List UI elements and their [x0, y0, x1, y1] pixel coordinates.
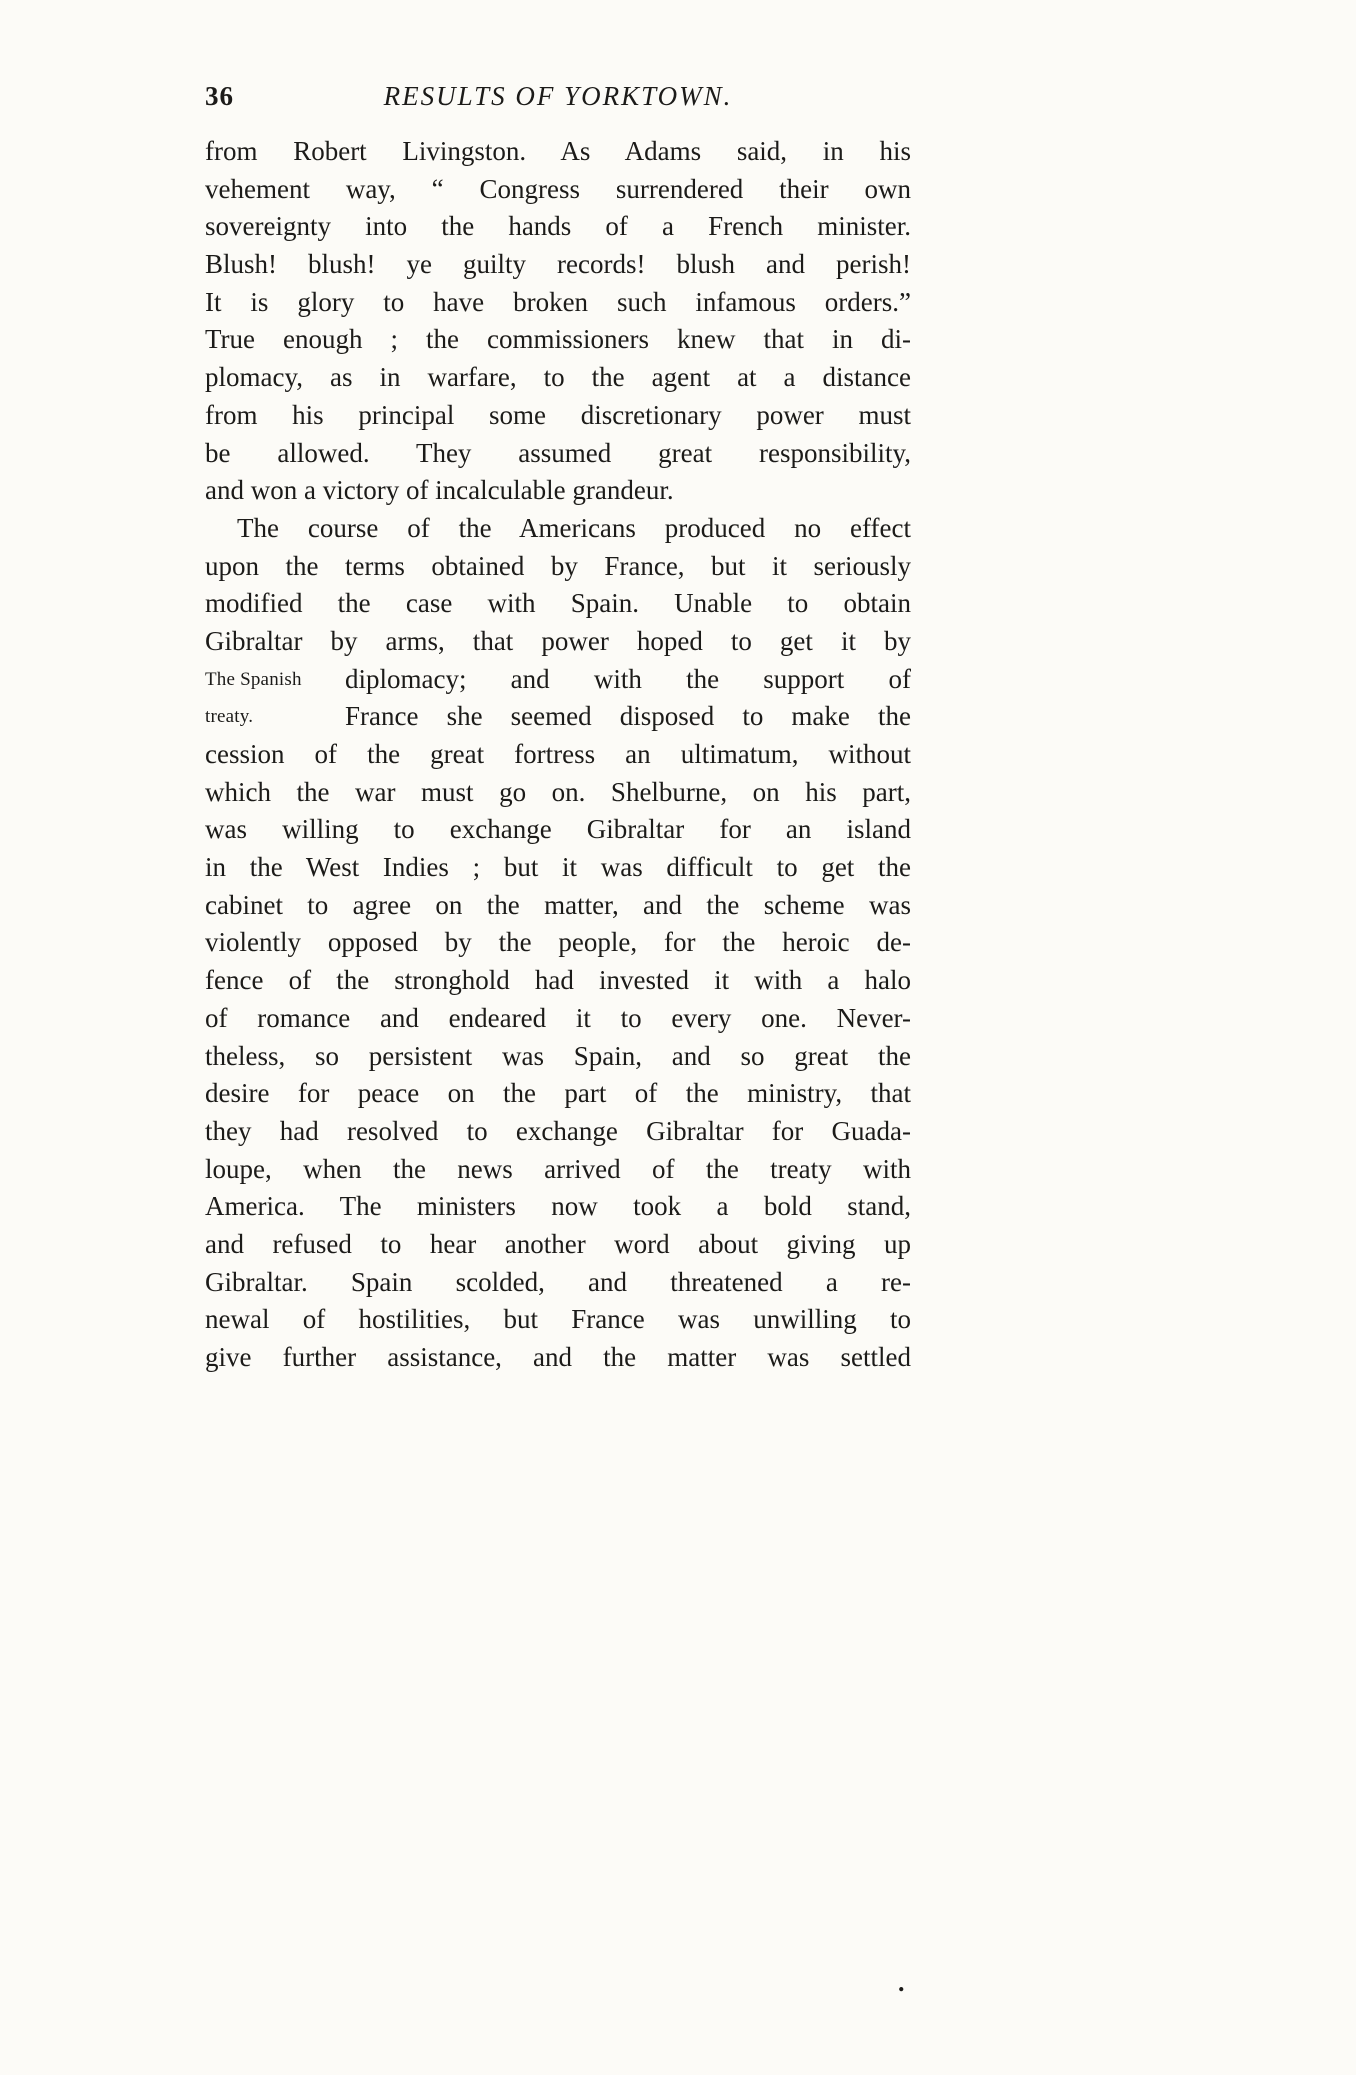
text-line — [205, 284, 911, 322]
line-text: Blush! blush! ye guilty records! blush and perish! — [205, 249, 911, 280]
running-head: RESULTS OF YORKTOWN. — [383, 81, 733, 111]
text-line — [205, 397, 911, 435]
text-line — [205, 623, 911, 661]
line-text: violently opposed by the people, for the heroic de- — [205, 927, 911, 958]
line-text: cabinet to agree on the matter, and the scheme was — [205, 889, 911, 920]
text-line — [205, 359, 911, 397]
text-line — [205, 208, 911, 246]
text-line — [205, 435, 911, 473]
page-body — [205, 133, 911, 1377]
text-line — [205, 1000, 911, 1038]
printers-stray-mark: . — [898, 1968, 905, 1997]
line-text: diplomacy; and with the support of — [345, 663, 911, 694]
line-text: The course of the Americans produced no effect — [237, 512, 911, 543]
line-text: in the West Indies ; but it was difficult to get the — [205, 852, 911, 883]
line-text: of romance and endeared it to every one. Never- — [205, 1002, 911, 1033]
line-text: France she seemed disposed to make the — [345, 701, 911, 732]
line-text: from his principal some discretionary power must — [205, 399, 911, 430]
line-text: Gibraltar by arms, that power hoped to get it by — [205, 625, 911, 656]
line-text: America. The ministers now took a bold stand, — [205, 1191, 911, 1222]
line-text: upon the terms obtained by France, but it seriously — [205, 550, 911, 581]
margin-note: The Spanish — [205, 668, 302, 690]
text-line — [205, 811, 911, 849]
text-line — [205, 736, 911, 774]
text-line — [205, 171, 911, 209]
text-line — [205, 661, 911, 699]
text-line — [205, 962, 911, 1000]
line-text: was willing to exchange Gibraltar for an island — [205, 814, 911, 845]
text-line — [205, 924, 911, 962]
text-line — [205, 548, 911, 586]
text-line — [205, 1188, 911, 1226]
text-line — [205, 698, 911, 736]
text-line — [205, 774, 911, 812]
text-line — [205, 1151, 911, 1189]
line-text: give further assistance, and the matter was settled — [205, 1342, 911, 1372]
line-text: be allowed. They assumed great responsibility, — [205, 437, 911, 468]
text-line — [205, 1075, 911, 1113]
line-text: modified the case with Spain. Unable to obtain — [205, 588, 911, 619]
text-line — [205, 472, 911, 510]
text-line — [205, 849, 911, 887]
line-text: True enough ; the commissioners knew that in di- — [205, 324, 911, 355]
line-text: fence of the stronghold had invested it with a halo — [205, 965, 911, 996]
text-line — [205, 510, 911, 548]
line-text: loupe, when the news arrived of the treaty with — [205, 1153, 911, 1184]
line-text: they had resolved to exchange Gibraltar for Guada- — [205, 1115, 911, 1146]
text-line — [205, 1226, 911, 1264]
page-number: 36 — [205, 81, 234, 111]
text-line — [205, 585, 911, 623]
text-line — [205, 887, 911, 925]
text-line — [205, 1038, 911, 1076]
text-line — [205, 246, 911, 284]
line-text: which the war must go on. Shelburne, on his part, — [205, 776, 911, 807]
text-block — [205, 76, 911, 1377]
line-text: Gibraltar. Spain scolded, and threatened a re- — [205, 1266, 911, 1297]
text-line — [205, 1301, 911, 1339]
line-text: newal of hostilities, but France was unwilling to — [205, 1304, 911, 1335]
line-text: It is glory to have broken such infamous orders.” — [205, 286, 911, 317]
margin-note: treaty. — [205, 706, 254, 728]
page-header — [205, 76, 911, 116]
line-text: and refused to hear another word about giving up — [205, 1228, 911, 1259]
line-text: plomacy, as in warfare, to the agent at a distance — [205, 362, 911, 393]
line-text: from Robert Livingston. As Adams said, in his — [205, 136, 911, 166]
line-text: and won a victory of incalculable grandeur. — [205, 475, 674, 506]
line-text: theless, so persistent was Spain, and so great the — [205, 1040, 911, 1071]
text-line — [205, 133, 911, 171]
line-text: cession of the great fortress an ultimatum, without — [205, 739, 911, 769]
text-line — [205, 1339, 911, 1377]
line-text: vehement way, “ Congress surrendered their own — [205, 173, 911, 204]
text-line — [205, 1264, 911, 1302]
line-text: sovereignty into the hands of a French minister. — [205, 211, 911, 242]
line-text: desire for peace on the part of the ministry, that — [205, 1078, 911, 1109]
text-line — [205, 321, 911, 359]
text-line — [205, 1113, 911, 1151]
